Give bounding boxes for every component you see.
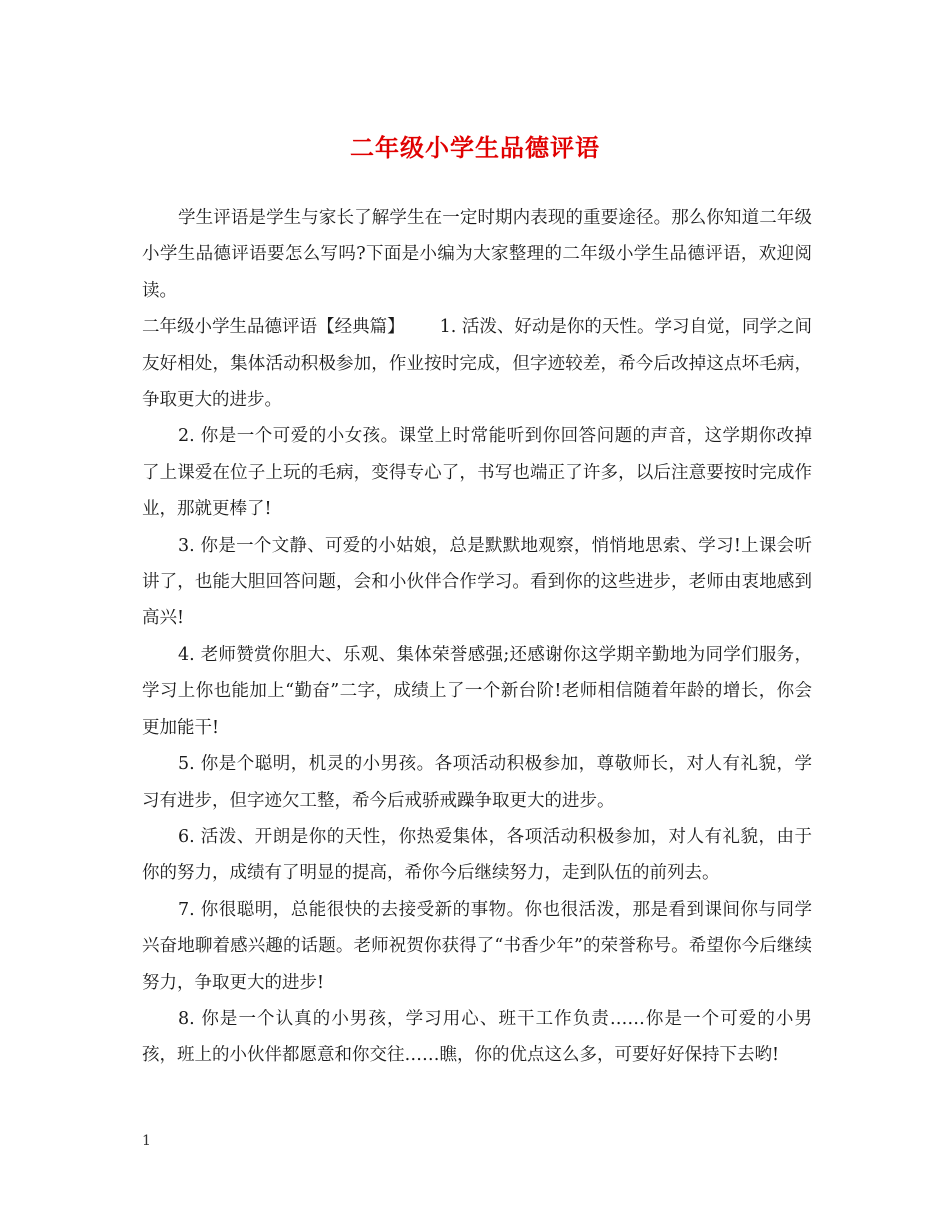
- comment-item-5: 5. 你是个聪明，机灵的小男孩。各项活动积极参加，尊敬师长，对人有礼貌，学习有进步，但字迹欠工整，希今后戒骄戒躁争取更大的进步。: [142, 754, 812, 811]
- comment-item-7: 7. 你很聪明，总能很快的去接受新的事物。你也很活泼，那是看到课间你与同学兴奋地聊着感兴趣的话题。老师祝贺你获得了“书香少年”的荣誉称号。希望你今后继续努力，争取更大的进步!: [142, 899, 812, 993]
- comment-item-1: 1. 活泼、好动是你的天性。学习自觉，同学之间友好相处，集体活动积极参加，作业按时完成，但字迹较差，希今后改掉这点坏毛病，争取更大的进步。: [142, 317, 813, 411]
- comment-item-6: 6. 活泼、开朗是你的天性，你热爱集体，各项活动积极参加，对人有礼貌，由于你的努力，成绩有了明显的提高，希你今后继续努力，走到队伍的前列去。: [142, 826, 812, 884]
- page-number: 1: [142, 1133, 151, 1149]
- comment-item-3: 3. 你是一个文静、可爱的小姑娘，总是默默地观察，悄悄地思索、学习!上课会听讲了，也能大胆回答问题，会和小伙伴合作学习。看到你的这些进步，老师由衷地感到高兴!: [142, 535, 812, 629]
- intro-paragraph: 学生评语是学生与家长了解学生在一定时期内表现的重要途径。那么你知道二年级小学生品德评语要怎么写吗?下面是小编为大家整理的二年级小学生品德评语，欢迎阅读。: [142, 208, 812, 301]
- comment-item-2: 2. 你是一个可爱的小女孩。课堂上时常能听到你回答问题的声音，这学期你改掉了上课爱在位子上玩的毛病，变得专心了，书写也端正了许多，以后注意要按时完成作业，那就更棒了!: [142, 426, 812, 520]
- section-heading: 二年级小学生品德评语【经典篇】: [142, 317, 405, 338]
- comment-item-8: 8. 你是一个认真的小男孩，学习用心、班干工作负责……你是一个可爱的小男孩，班上的小伙伴都愿意和你交往……瞧，你的优点这么多，可要好好保持下去哟!: [142, 1008, 812, 1066]
- section-paragraph-1: [142, 309, 812, 418]
- document-body: [142, 200, 812, 1074]
- page-title: 二年级小学生品德评语: [350, 133, 600, 162]
- comment-item-4: 4. 老师赞赏你胆大、乐观、集体荣誉感强;还感谢你这学期辛勤地为同学们服务，学习上你也能加上“勤奋”二字，成绩上了一个新台阶!老师相信随着年龄的增长，你会更加能干!: [142, 644, 812, 738]
